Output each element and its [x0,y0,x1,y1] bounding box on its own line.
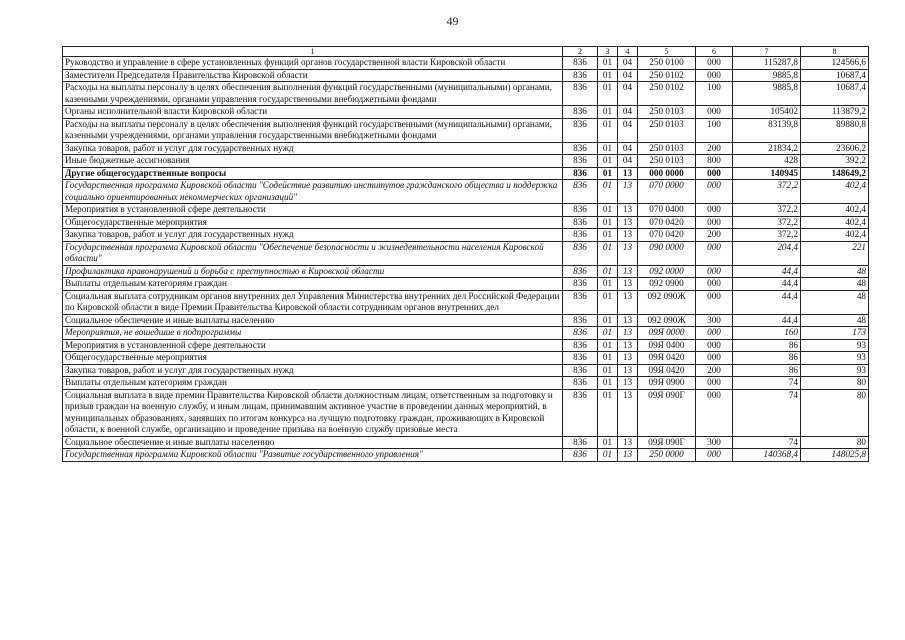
row-section-cell: 01 [598,290,618,314]
table-row [63,216,869,229]
row-amount-cell: 10687,4 [801,69,869,82]
row-amount-cell: 86 [733,339,801,352]
table-body [63,57,869,462]
row-name-cell: Мероприятия в установленной сфере деятельности [63,339,563,352]
row-name-cell: Выплаты отдельным категориям граждан [63,278,563,291]
row-subsection-cell: 04 [618,57,638,70]
row-amount-cell: 44,4 [733,290,801,314]
row-amount-cell: 86 [733,364,801,377]
row-expense-type-cell: 000 [696,204,733,217]
table-row [63,180,869,204]
table-row [63,142,869,155]
header-row [63,47,869,57]
row-amount-cell: 10687,4 [801,82,869,106]
row-amount-cell: 221 [801,241,869,265]
row-subsection-cell: 13 [618,216,638,229]
row-section-cell: 01 [598,57,618,70]
row-subsection-cell: 13 [618,290,638,314]
row-amount-cell: 44,4 [733,314,801,327]
row-subsection-cell: 04 [618,118,638,142]
row-expense-type-cell: 800 [696,155,733,168]
row-code-cell: 836 [563,229,598,242]
row-target-article-cell: 250 0103 [638,106,696,119]
row-amount-cell: 124566,6 [801,57,869,70]
row-code-cell: 836 [563,69,598,82]
row-section-cell: 01 [598,377,618,390]
row-target-article-cell: 250 0103 [638,142,696,155]
row-target-article-cell: 09Я 0420 [638,364,696,377]
row-expense-type-cell: 000 [696,449,733,462]
row-target-article-cell: 070 0400 [638,204,696,217]
row-name-cell: Закупка товаров, работ и услуг для государственных нужд [63,142,563,155]
row-expense-type-cell: 300 [696,314,733,327]
table-row [63,364,869,377]
row-name-cell: Руководство и управление в сфере установленных функций органов государственной власти Кировской области [63,57,563,70]
row-section-cell: 01 [598,389,618,436]
row-section-cell: 01 [598,118,618,142]
row-code-cell: 836 [563,265,598,278]
column-header: 6 [696,47,733,57]
column-header: 7 [733,47,801,57]
row-subsection-cell: 13 [618,449,638,462]
row-section-cell: 01 [598,142,618,155]
row-name-cell: Расходы на выплаты персоналу в целях обеспечения выполнения функций государственными (муниципальными) органами, казенными учреждениями, органами управления государственными внебюджетными фондами [63,82,563,106]
row-target-article-cell: 092 090Ж [638,314,696,327]
column-header: 3 [598,47,618,57]
row-target-article-cell: 090 0000 [638,241,696,265]
row-expense-type-cell: 000 [696,167,733,180]
row-subsection-cell: 04 [618,69,638,82]
row-name-cell: Государственная программа Кировской области "Развитие государственного управления" [63,449,563,462]
row-amount-cell: 23606,2 [801,142,869,155]
row-section-cell: 01 [598,241,618,265]
row-amount-cell: 160 [733,327,801,340]
row-code-cell: 836 [563,436,598,449]
row-name-cell: Мероприятия, не вошедшие в подпрограммы [63,327,563,340]
row-subsection-cell: 13 [618,167,638,180]
row-section-cell: 01 [598,314,618,327]
row-target-article-cell: 09Я 090Г [638,389,696,436]
row-amount-cell: 93 [801,339,869,352]
row-amount-cell: 204,4 [733,241,801,265]
row-target-article-cell: 250 0000 [638,449,696,462]
row-amount-cell: 140945 [733,167,801,180]
row-target-article-cell: 09Я 0900 [638,377,696,390]
row-section-cell: 01 [598,155,618,168]
row-section-cell: 01 [598,352,618,365]
row-amount-cell: 372,2 [733,229,801,242]
table-row [63,229,869,242]
row-amount-cell: 9885,8 [733,82,801,106]
row-name-cell: Общегосударственные мероприятия [63,216,563,229]
row-target-article-cell: 09Я 0400 [638,339,696,352]
row-expense-type-cell: 000 [696,106,733,119]
row-subsection-cell: 13 [618,364,638,377]
row-amount-cell: 372,2 [733,216,801,229]
row-target-article-cell: 092 090Ж [638,290,696,314]
row-code-cell: 836 [563,241,598,265]
table-row [63,389,869,436]
row-expense-type-cell: 000 [696,290,733,314]
table-row [63,155,869,168]
row-code-cell: 836 [563,290,598,314]
row-target-article-cell: 092 0000 [638,265,696,278]
budget-table [62,46,869,462]
row-code-cell: 836 [563,167,598,180]
row-expense-type-cell: 200 [696,142,733,155]
row-name-cell: Другие общегосударственные вопросы [63,167,563,180]
row-amount-cell: 402,4 [801,216,869,229]
column-header: 5 [638,47,696,57]
row-target-article-cell: 09Я 090Г [638,436,696,449]
row-code-cell: 836 [563,57,598,70]
table-row [63,449,869,462]
row-code-cell: 836 [563,352,598,365]
row-code-cell: 836 [563,216,598,229]
row-target-article-cell: 250 0102 [638,69,696,82]
row-subsection-cell: 13 [618,352,638,365]
row-code-cell: 836 [563,327,598,340]
row-name-cell: Заместители Председателя Правительства Кировской области [63,69,563,82]
row-name-cell: Закупка товаров, работ и услуг для государственных нужд [63,364,563,377]
row-target-article-cell: 000 0000 [638,167,696,180]
row-expense-type-cell: 000 [696,57,733,70]
row-amount-cell: 115287,8 [733,57,801,70]
row-section-cell: 01 [598,436,618,449]
table-row [63,265,869,278]
row-section-cell: 01 [598,106,618,119]
row-target-article-cell: 250 0100 [638,57,696,70]
row-name-cell: Выплаты отдельным категориям граждан [63,377,563,390]
row-amount-cell: 105402 [733,106,801,119]
row-subsection-cell: 13 [618,180,638,204]
row-expense-type-cell: 300 [696,436,733,449]
row-amount-cell: 9885,8 [733,69,801,82]
row-amount-cell: 80 [801,377,869,390]
row-amount-cell: 93 [801,352,869,365]
row-expense-type-cell: 000 [696,241,733,265]
row-section-cell: 01 [598,216,618,229]
row-section-cell: 01 [598,278,618,291]
row-amount-cell: 74 [733,377,801,390]
row-amount-cell: 44,4 [733,265,801,278]
row-target-article-cell: 250 0103 [638,155,696,168]
row-expense-type-cell: 000 [696,339,733,352]
table-row [63,106,869,119]
row-expense-type-cell: 100 [696,82,733,106]
row-amount-cell: 93 [801,364,869,377]
row-amount-cell: 74 [733,436,801,449]
row-amount-cell: 83139,8 [733,118,801,142]
row-expense-type-cell: 000 [696,180,733,204]
row-amount-cell: 48 [801,278,869,291]
row-section-cell: 01 [598,327,618,340]
row-subsection-cell: 13 [618,389,638,436]
row-subsection-cell: 13 [618,265,638,278]
row-code-cell: 836 [563,314,598,327]
row-section-cell: 01 [598,364,618,377]
row-expense-type-cell: 000 [696,69,733,82]
row-section-cell: 01 [598,449,618,462]
row-section-cell: 01 [598,180,618,204]
row-amount-cell: 80 [801,436,869,449]
row-section-cell: 01 [598,229,618,242]
row-subsection-cell: 13 [618,377,638,390]
table-row [63,241,869,265]
row-code-cell: 836 [563,106,598,119]
row-expense-type-cell: 200 [696,364,733,377]
table-row [63,352,869,365]
table-row [63,118,869,142]
row-name-cell: Социальная выплата сотрудникам органов внутренних дел Управления Министерства внутренних дел Российской Федерации по Кировской области в виде Премии Правительства Кировской области сотрудникам органов внутренних дел [63,290,563,314]
row-name-cell: Социальное обеспечение и иные выплаты населению [63,436,563,449]
row-subsection-cell: 13 [618,204,638,217]
row-amount-cell: 74 [733,389,801,436]
row-amount-cell: 148025,8 [801,449,869,462]
row-name-cell: Мероприятия в установленной сфере деятельности [63,204,563,217]
row-amount-cell: 89880,8 [801,118,869,142]
row-code-cell: 836 [563,204,598,217]
row-amount-cell: 113879,2 [801,106,869,119]
row-target-article-cell: 070 0420 [638,216,696,229]
row-amount-cell: 372,2 [733,180,801,204]
row-amount-cell: 48 [801,265,869,278]
row-expense-type-cell: 000 [696,278,733,291]
row-code-cell: 836 [563,449,598,462]
row-subsection-cell: 04 [618,142,638,155]
row-expense-type-cell: 000 [696,389,733,436]
row-code-cell: 836 [563,82,598,106]
row-target-article-cell: 09Я 0420 [638,352,696,365]
row-name-cell: Государственная программа Кировской области "Обеспечение безопасности и жизнедеятельности населения Кировской области" [63,241,563,265]
row-name-cell: Закупка товаров, работ и услуг для государственных нужд [63,229,563,242]
row-amount-cell: 402,4 [801,229,869,242]
row-subsection-cell: 13 [618,278,638,291]
table-row [63,69,869,82]
table-row [63,204,869,217]
row-code-cell: 836 [563,364,598,377]
row-expense-type-cell: 200 [696,229,733,242]
row-subsection-cell: 04 [618,82,638,106]
row-expense-type-cell: 000 [696,265,733,278]
row-subsection-cell: 04 [618,155,638,168]
row-subsection-cell: 13 [618,339,638,352]
row-expense-type-cell: 000 [696,352,733,365]
table-row [63,167,869,180]
row-amount-cell: 44,4 [733,278,801,291]
row-amount-cell: 86 [733,352,801,365]
row-code-cell: 836 [563,155,598,168]
column-header: 1 [63,47,563,57]
table-row [63,339,869,352]
row-amount-cell: 402,4 [801,180,869,204]
row-target-article-cell: 250 0102 [638,82,696,106]
table-row [63,436,869,449]
table-row [63,327,869,340]
column-header: 2 [563,47,598,57]
row-expense-type-cell: 000 [696,377,733,390]
row-section-cell: 01 [598,69,618,82]
row-expense-type-cell: 000 [696,216,733,229]
row-section-cell: 01 [598,265,618,278]
row-section-cell: 01 [598,204,618,217]
row-code-cell: 836 [563,180,598,204]
row-name-cell: Государственная программа Кировской области "Содействие развитию институтов гражданского общества и поддержка социально ориентированных некоммерческих организаций" [63,180,563,204]
row-expense-type-cell: 100 [696,118,733,142]
table-row [63,290,869,314]
row-amount-cell: 372,2 [733,204,801,217]
row-code-cell: 836 [563,339,598,352]
row-name-cell: Социальная выплата в виде премии Правительства Кировской области должностным лицам, ответственным за подготовку и призыв граждан на военную службу, и иным лицам, принимавшим активное участие в проведении данных мероприятий, в муниципальных образованиях, занявших по итогам конкурса на лучшую подготовку граждан, проживающих в Кировской области, к военной службе, организацию и проведение призыва на военную службу призовые места [63,389,563,436]
column-header: 4 [618,47,638,57]
row-code-cell: 836 [563,142,598,155]
row-subsection-cell: 13 [618,241,638,265]
row-name-cell: Органы исполнительной власти Кировской области [63,106,563,119]
row-amount-cell: 80 [801,389,869,436]
row-code-cell: 836 [563,377,598,390]
row-subsection-cell: 13 [618,436,638,449]
row-amount-cell: 48 [801,314,869,327]
row-amount-cell: 21834,2 [733,142,801,155]
row-expense-type-cell: 000 [696,327,733,340]
row-code-cell: 836 [563,389,598,436]
table-row [63,82,869,106]
column-header: 8 [801,47,869,57]
row-section-cell: 01 [598,339,618,352]
row-amount-cell: 392,2 [801,155,869,168]
table-row [63,314,869,327]
row-target-article-cell: 092 0900 [638,278,696,291]
row-subsection-cell: 13 [618,327,638,340]
row-amount-cell: 402,4 [801,204,869,217]
row-amount-cell: 428 [733,155,801,168]
row-section-cell: 01 [598,167,618,180]
row-target-article-cell: 250 0103 [638,118,696,142]
row-target-article-cell: 070 0000 [638,180,696,204]
row-name-cell: Расходы на выплаты персоналу в целях обеспечения выполнения функций государственными (муниципальными) органами, казенными учреждениями, органами управления государственными внебюджетными фондами [63,118,563,142]
row-code-cell: 836 [563,278,598,291]
row-subsection-cell: 13 [618,229,638,242]
row-subsection-cell: 04 [618,106,638,119]
row-name-cell: Социальное обеспечение и иные выплаты населению [63,314,563,327]
row-target-article-cell: 070 0420 [638,229,696,242]
row-code-cell: 836 [563,118,598,142]
row-amount-cell: 140368,4 [733,449,801,462]
row-target-article-cell: 09Я 0000 [638,327,696,340]
row-name-cell: Иные бюджетные ассигнования [63,155,563,168]
row-name-cell: Общегосударственные мероприятия [63,352,563,365]
page-number: 49 [446,14,459,28]
row-section-cell: 01 [598,82,618,106]
row-subsection-cell: 13 [618,314,638,327]
table-row [63,57,869,70]
row-amount-cell: 173 [801,327,869,340]
row-name-cell: Профилактика правонарушений и борьба с преступностью в Кировской области [63,265,563,278]
table-row [63,377,869,390]
row-amount-cell: 148649,2 [801,167,869,180]
table-row [63,278,869,291]
row-amount-cell: 48 [801,290,869,314]
